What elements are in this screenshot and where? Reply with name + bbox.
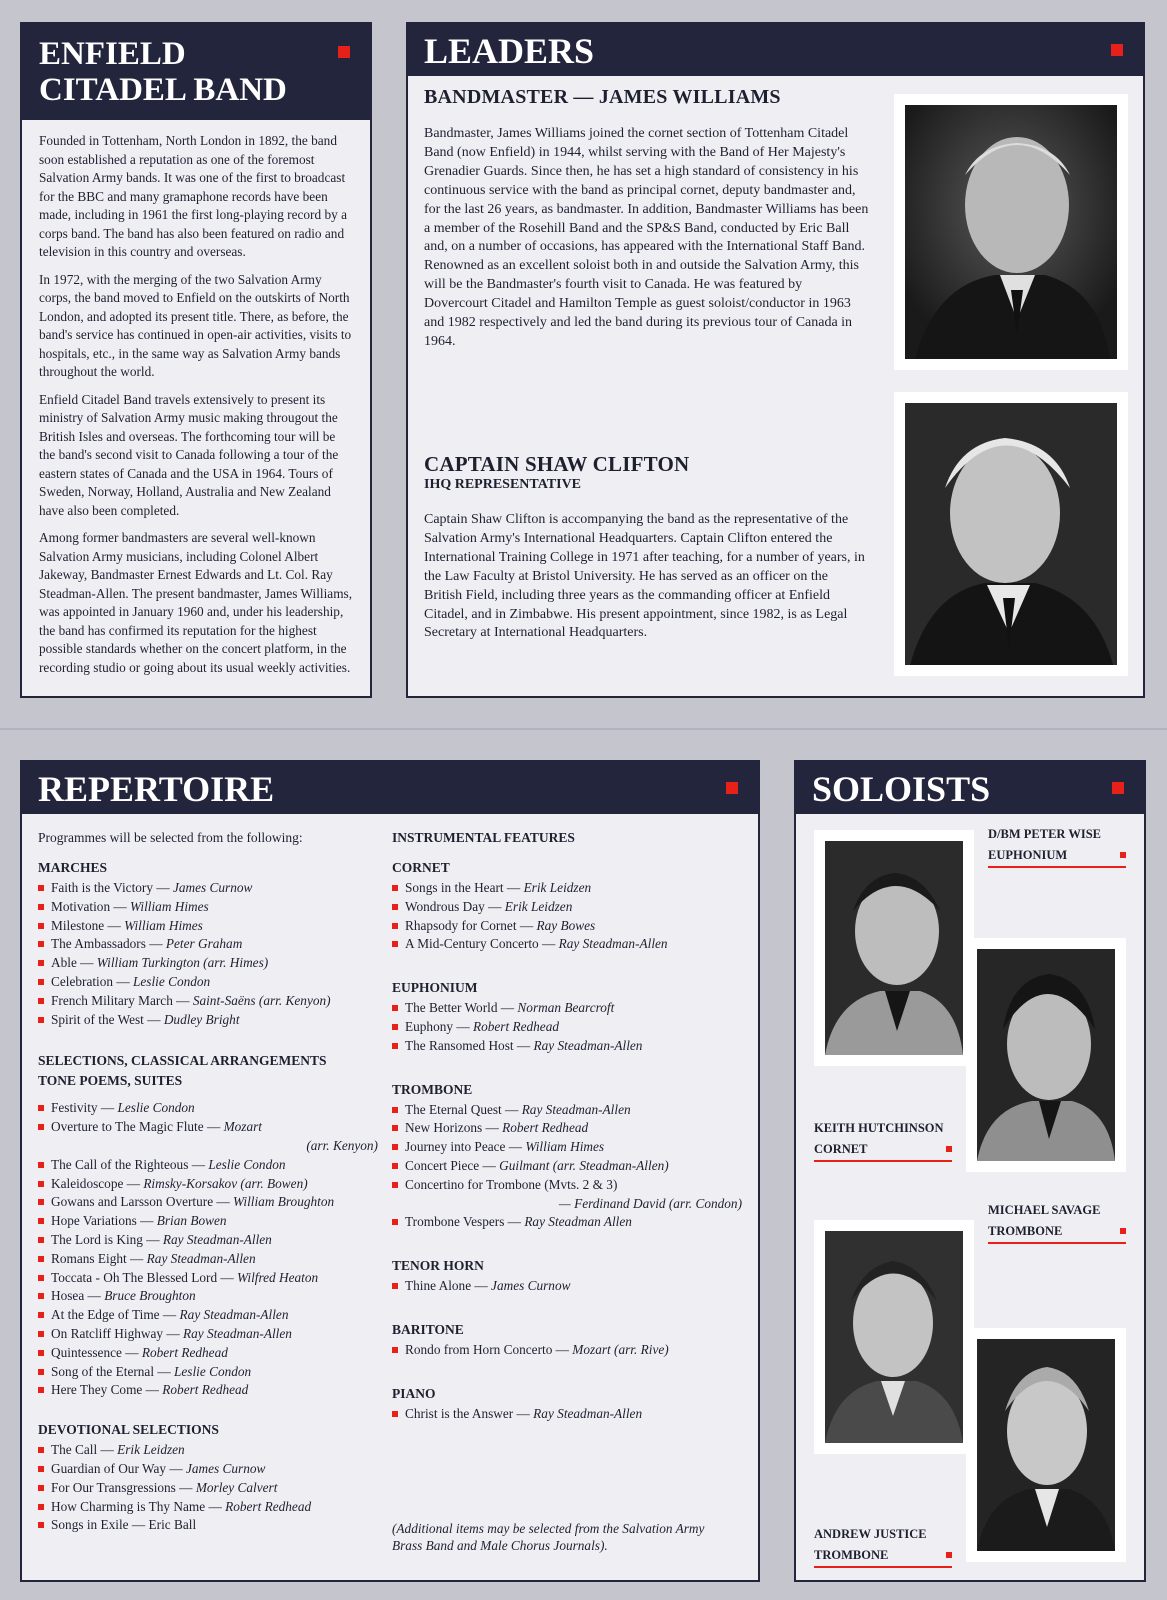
band-body [22,120,370,677]
repertoire-note: (Additional items may be selected from the Salvation Army Brass Band and Male Chorus Journals). [392,1521,705,1553]
piece-composer: William Himes [130,898,209,914]
soloist-instrument: CORNET [814,1142,868,1156]
repertoire-item [392,1101,742,1120]
piece-composer: Erik Leidzen [523,880,592,895]
soloist-instrument-line [814,1545,952,1568]
piece-composer: Saint-Saëns (arr. Kenyon) [192,992,331,1008]
repertoire-item [38,1363,378,1382]
piece-composer: Peter Graham [165,936,243,952]
soloist-instrument: EUPHONIUM [988,848,1068,862]
piece-composer: Brian Bowen [156,1213,227,1229]
piece-composer: Robert Redhead [141,1344,228,1360]
soloist-instrument: TROMBONE [814,1548,889,1562]
tenor-horn-list [392,1277,742,1296]
piece-composer: James Curnow [185,1460,266,1476]
piece-title: Guardian of Our Way — [51,1460,186,1476]
piece-title: Wondrous Day — [405,898,505,914]
red-square-icon [1120,1228,1126,1234]
repertoire-item [38,992,378,1011]
repertoire-item [38,1306,378,1325]
repertoire-item [38,1516,378,1535]
red-square-icon [338,46,350,58]
repertoire-item [392,1138,742,1157]
piece-title: The Better World — [405,1000,518,1016]
piece-title: Journey into Peace — [405,1139,526,1155]
piece-title: Milestone — [51,917,125,933]
soloist-instrument-line [988,845,1126,868]
piece-composer: William Himes [525,1139,605,1155]
piece-title: Motivation — [51,898,131,914]
piece-composer: Robert Redhead [502,1120,589,1136]
piece-title: Trombone Vespers — [405,1214,525,1230]
piece-composer: Norman Bearcroft [517,1000,615,1016]
captain-heading: CAPTAIN SHAW CLIFTON [424,452,690,476]
soloists-title: SOLOISTS [812,769,991,809]
red-square-icon [1111,44,1123,56]
piece-composer: Guilmant (arr. Steadman-Allen) [499,1157,669,1173]
soloist-instrument: TROMBONE [988,1224,1063,1238]
portrait-icon [977,949,1115,1161]
piece-title: Quintessence — [51,1344,142,1360]
selections-heading-line1: SELECTIONS, CLASSICAL ARRANGEMENTS [38,1053,327,1069]
piece-composer: Ray Steadman-Allen [533,1037,643,1053]
piece-continuation: — Ferdinand David (arr. Condon) [558,1195,742,1211]
captain-section [424,452,869,652]
piece-composer: Morley Calvert [195,1479,278,1495]
piece-composer: Erik Leidzen [504,898,573,914]
piece-composer: William Broughton [233,1194,335,1210]
portrait-image [905,403,1117,665]
piece-title: Concert Piece — [405,1157,500,1173]
piece-composer: Ray Steadman-Allen [162,1231,272,1247]
piece-title: Able — [51,955,97,971]
piece-title: Christ is the Answer — [405,1405,534,1421]
euphonium-list [392,999,742,1055]
piece-composer: Rimsky-Korsakov (arr. Bowen) [143,1175,308,1191]
repertoire-item [392,1176,742,1195]
repertoire-item [38,1099,378,1118]
repertoire-intro: Programmes will be selected from the following: [38,830,303,845]
repertoire-item [38,1498,378,1517]
repertoire-item [392,935,742,954]
repertoire-item [392,999,742,1018]
portrait-icon [825,841,963,1055]
portrait-image [977,1339,1115,1551]
piece-title: The Call — [51,1442,118,1458]
repertoire-item [38,1269,378,1288]
repertoire-item [38,1325,378,1344]
piece-title: Rhapsody for Cornet — [405,917,537,933]
piece-title: Toccata - Oh The Blessed Lord — [51,1269,238,1285]
portrait-image [977,949,1115,1161]
repertoire-item [392,1119,742,1138]
repertoire-item [38,917,378,936]
repertoire-item [38,1344,378,1363]
repertoire-item [38,1156,378,1175]
repertoire-item [38,954,378,973]
piece-composer: Robert Redhead [225,1498,312,1514]
bandmaster-photo [894,94,1128,370]
piece-title: The Eternal Quest — [405,1101,522,1117]
piece-composer: Ray Steadman-Allen [558,936,668,952]
piece-composer: Wilfred Heaton [237,1269,319,1285]
captain-text: Captain Shaw Clifton is accompanying the band as the representative of the Salvation Army's International Headquarters. Captain Clifton entered the International Training College in 1971 after teaching, for a number of years, in the Law Faculty at Bristol University. He has served as an officer on the British Field, including three years as the commanding officer at Enfield Citadel, and in Zimbabwe. His present appointment, since 1982, is as Legal Secretary at International Headquarters. [424,512,865,641]
piece-composer: Dudley Bright [163,1011,240,1027]
soloist-caption [988,1200,1126,1244]
soloist-photo [966,938,1126,1172]
piece-title: Celebration — [51,973,133,989]
repertoire-item [38,935,378,954]
piece-composer: Erik Leidzen [117,1442,185,1458]
piece-title: The Ambassadors — [51,936,166,952]
repertoire-item [392,1341,742,1360]
soloist-caption [814,1524,952,1568]
band-title-line2: CITADEL BAND [39,72,287,108]
repertoire-item [38,1011,378,1030]
bandmaster-text: Bandmaster, James Williams joined the cornet section of Tottenham Citadel Band (now Enfield) in 1944, whilst serving with the Band of Her Majesty's Grenadier Guards. Since then, he has set a high standard of consistency in his continuous service with the band as principal cornet, deputy bandmaster and, for the last 26 years, as bandmaster. In addition, Bandmaster Williams has been a member of the Rosehill Band and the SP&S Band, conducted by Eric Ball and, on a number of occasions, has appeared with the International Staff Band. Renowned as an excellent soloist both in and outside the Salvation Army, this will be the Bandmaster's fourth visit to Canada. He was featured by Dovercourt Citadel and Hamilton Temple as guest soloist/conductor in 1963 and 1982 respectively and led the band during its previous tour of Canada in 1964. [424,126,869,349]
band-paragraph: In 1972, with the merging of the two Salvation Army corps, the band moved to Enfield on the outskirts of North London, and adopted its present title. There, as before, the band's service has continued in open-air activities, visits to hospitals, etc., in the same way as Salvation Army bands throughout the world. [39,271,352,379]
red-square-icon [1120,852,1126,858]
piece-title: French Military March — [51,992,193,1008]
piece-title: For Our Transgressions — [51,1479,196,1495]
selections-heading-line2: TONE POEMS, SUITES [38,1073,183,1089]
portrait-image [905,105,1117,359]
cornet-list [392,879,742,954]
band-header [22,24,370,120]
piece-title: Hope Variations — [51,1213,157,1229]
band-paragraph: Enfield Citadel Band travels extensively to present its ministry of Salvation Army music making througout the British Isles and overseas. The forthcoming tour will be the band's second visit to Canada following a tour of the eastern states of Canada and the USA in 1964. Tours of Sweden, Norway, Holland, Australia and New Zealand have also been completed. [39,391,339,518]
repertoire-item [38,1250,378,1269]
piece-composer: Ray Steadman-Allen [179,1307,289,1323]
repertoire-item [392,1037,742,1056]
soloist-photo [814,830,974,1066]
piece-title: On Ratcliff Highway — [51,1325,183,1341]
selections-list [38,1099,378,1400]
piece-composer: Ray Steadman-Allen [521,1101,631,1117]
instrumental-heading: INSTRUMENTAL FEATURES [392,830,575,845]
repertoire-item [38,898,378,917]
piece-title: Hosea — [51,1288,105,1304]
red-square-icon [946,1552,952,1558]
repertoire-item [392,1405,742,1424]
repertoire-item [392,1213,742,1232]
soloist-name: ANDREW JUSTICE [814,1527,927,1541]
bandmaster-heading: BANDMASTER — JAMES WILLIAMS [424,86,781,108]
portrait-icon [977,1339,1115,1551]
soloist-photo [966,1328,1126,1562]
leaders-title: LEADERS [424,31,595,71]
repertoire-item [392,879,742,898]
soloist-instrument-line [814,1139,952,1162]
piece-title: How Charming is Thy Name — [51,1498,226,1514]
devotional-list [38,1441,378,1535]
piece-title: Here They Come — [51,1382,163,1398]
piece-composer: Ray Steadman-Allen [146,1250,256,1266]
band-title-line1: ENFIELD [39,36,186,72]
euphonium-heading: EUPHONIUM [392,980,478,996]
piece-composer: Ray Steadman Allen [524,1214,632,1230]
repertoire-item [38,1193,378,1212]
red-square-icon [726,782,738,794]
baritone-heading: BARITONE [392,1321,464,1337]
baritone-list [392,1341,742,1360]
repertoire-left-column [38,830,378,1535]
marches-heading: MARCHES [38,860,108,875]
repertoire-item [392,898,742,917]
piece-title: A Mid-Century Concerto — [405,936,559,952]
piece-composer: James Curnow [172,880,253,895]
band-paragraph: Among former bandmasters are several well-known Salvation Army musicians, including Colonel Albert Jakeway, Bandmaster Ernest Edwards and Lt. Col. Ray Steadman-Allen. The present bandmaster, James Williams, was appointed in January 1960 and, under his leadership, the band has confirmed its reputation for the highest possible standards whether on the concert platform, in the recording studio or going about its usual weekly activities. [39,530,353,675]
piece-title: The Call of the Righteous — [51,1156,209,1172]
repertoire-title: REPERTOIRE [38,769,275,809]
soloist-instrument-line [988,1221,1126,1244]
piece-title: At the Edge of Time — [51,1307,180,1323]
piano-heading: PIANO [392,1385,436,1401]
repertoire-item [38,1118,378,1137]
piece-composer: Leslie Condon [208,1156,286,1172]
trombone-list [392,1101,742,1233]
repertoire-item [38,879,378,898]
piece-title: Thine Alone — [405,1278,492,1294]
piece-title: Romans Eight — [51,1250,147,1266]
soloist-name: KEITH HUTCHINSON [814,1121,944,1135]
repertoire-item [392,1277,742,1296]
piece-title: Songs in the Heart — [405,880,524,895]
leaders-header [408,24,1143,76]
piece-continuation: (arr. Kenyon) [306,1137,378,1153]
piece-composer: Robert Redhead [472,1018,560,1034]
piece-title: Festivity — [51,1100,118,1116]
captain-subheading: IHQ REPRESENTATIVE [424,477,582,492]
piece-title: Songs in Exile — Eric Ball [51,1517,197,1533]
soloist-name: MICHAEL SAVAGE [988,1203,1101,1217]
captain-photo [894,392,1128,676]
piano-list [392,1405,742,1424]
red-square-icon [946,1146,952,1152]
repertoire-right-column [392,830,742,1424]
piece-title: Rondo from Horn Concerto — [405,1341,573,1357]
piece-title: Kaleidoscope — [51,1175,144,1191]
piece-composer: William Turkington (arr. Himes) [96,955,269,971]
selections-heading [38,1051,378,1091]
repertoire-item [38,1441,378,1460]
repertoire-item [38,1212,378,1231]
repertoire-item [392,917,742,936]
bandmaster-section [424,86,869,361]
piece-composer: Ray Bowes [536,917,596,933]
soloist-caption [814,1118,952,1162]
soloist-photo [814,1220,974,1454]
portrait-icon [905,105,1117,359]
piece-title: Euphony — [405,1018,473,1034]
red-square-icon [1112,782,1124,794]
piece-composer: Ray Steadman-Allen [182,1325,292,1341]
repertoire-header [22,762,758,814]
piece-title: Song of the Eternal — [51,1363,174,1379]
repertoire-item [392,1157,742,1176]
portrait-icon [825,1231,963,1443]
tenor-horn-heading: TENOR HORN [392,1258,484,1274]
piece-composer: William Himes [124,917,203,933]
cornet-heading: CORNET [392,860,450,875]
piece-title: The Ransomed Host — [405,1037,534,1053]
piece-title: Faith is the Victory — [51,880,173,895]
devotional-heading: DEVOTIONAL SELECTIONS [38,1422,219,1438]
repertoire-item [38,1479,378,1498]
piece-composer: Leslie Condon [173,1363,252,1379]
piece-title: Concertino for Trombone (Mvts. 2 & 3) [405,1176,618,1192]
portrait-image [825,841,963,1055]
soloists-header [796,762,1144,814]
band-paragraph: Founded in Tottenham, North London in 1892, the band soon established a reputation as one of the foremost Salvation Army bands. It was one of the first to broadcast for the BBC and many gramaphone records have been made, including in 1961 the first long-playing record by a corps band. The band has also been featured on radio and television in this country and overseas. [39,133,347,259]
piece-title: Gowans and Larsson Overture — [51,1194,234,1210]
portrait-icon [905,403,1117,665]
piece-title: Spirit of the West — [51,1011,164,1027]
piece-title: Overture to The Magic Flute — [51,1119,224,1135]
repertoire-panel [20,760,760,1582]
repertoire-item [38,1175,378,1194]
repertoire-item [38,1381,378,1400]
portrait-image [825,1231,963,1443]
piece-composer: Leslie Condon [132,973,211,989]
repertoire-item [392,1018,742,1037]
trombone-heading: TROMBONE [392,1081,473,1097]
piece-composer: Bruce Broughton [104,1288,196,1304]
band-panel [20,22,372,698]
piece-composer: James Curnow [491,1278,571,1294]
piece-composer: Mozart [223,1119,262,1135]
soloists-panel [794,760,1146,1582]
marches-list [38,879,378,1029]
piece-composer: Ray Steadman-Allen [533,1405,643,1421]
repertoire-item [38,1231,378,1250]
soloist-name: D/BM PETER WISE [988,827,1101,841]
repertoire-item [38,1460,378,1479]
soloist-caption [988,824,1126,868]
repertoire-item [38,1287,378,1306]
piece-composer: Robert Redhead [162,1382,249,1398]
piece-title: The Lord is King — [51,1231,163,1247]
piece-composer: Mozart (arr. Rive) [572,1341,669,1357]
piece-composer: Leslie Condon [117,1100,195,1116]
piece-title: New Horizons — [405,1120,503,1136]
repertoire-item [38,973,378,992]
fold-line [0,728,1167,730]
leaders-panel [406,22,1145,698]
